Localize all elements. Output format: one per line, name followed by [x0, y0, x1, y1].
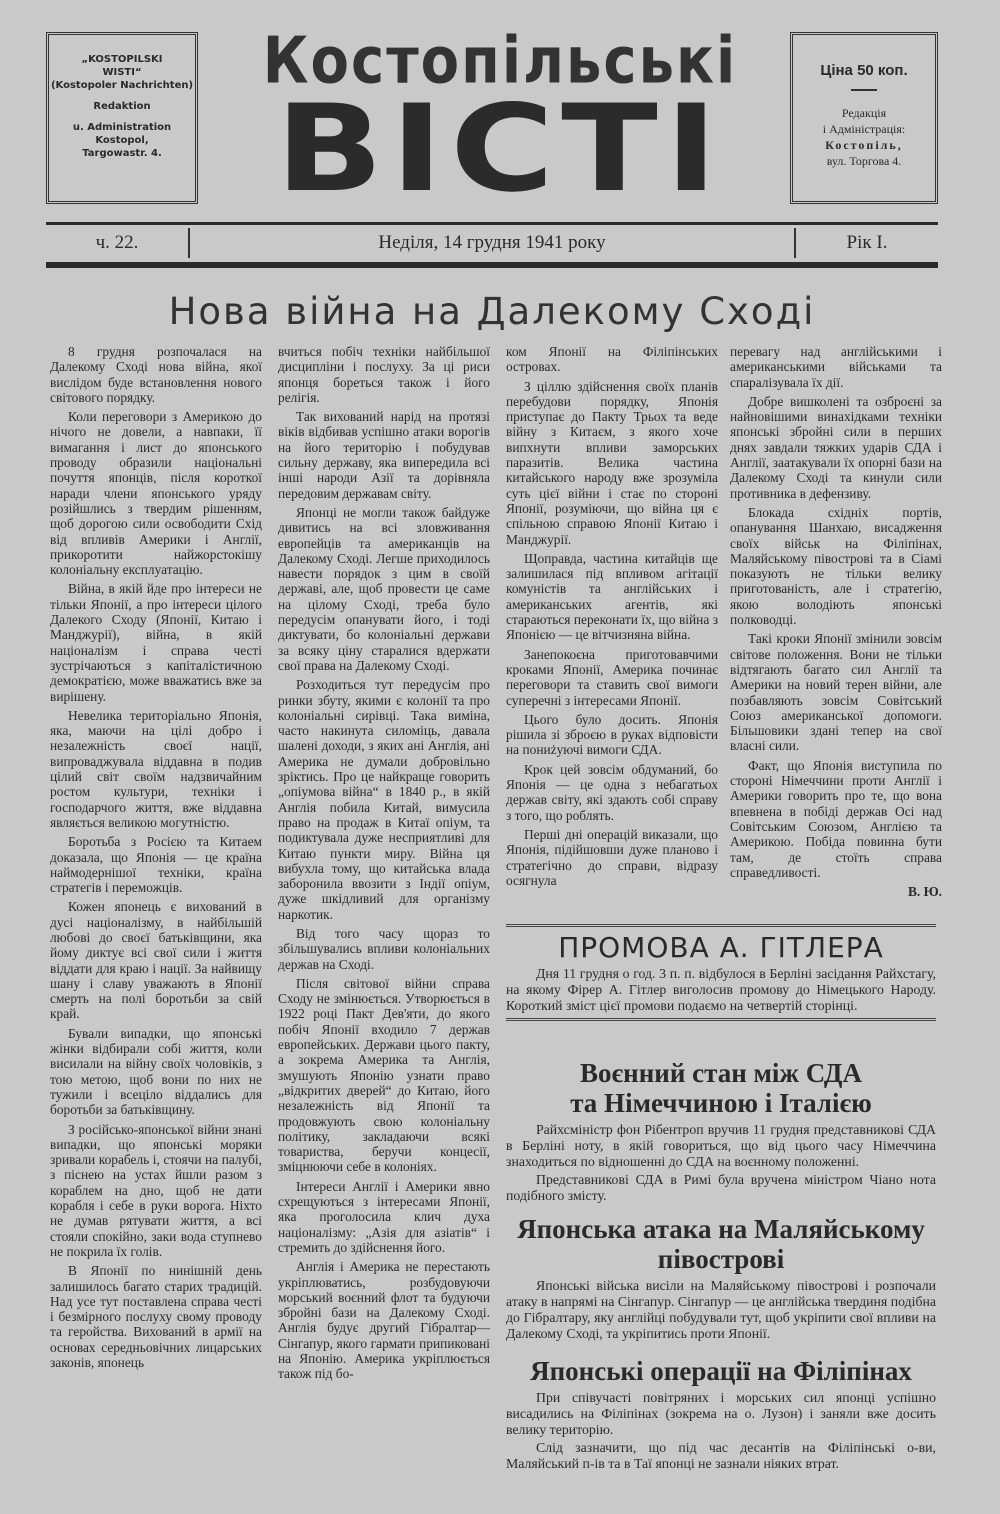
paragraph: Занепокоєна приготовавчими кроками Японії, Америка починає переговори та ставить свої вимоги суперечні з інтересами Японії. — [506, 646, 718, 708]
bottom-rule — [46, 262, 938, 268]
section-rule — [506, 1018, 936, 1021]
section-title: ПРОМОВА А. ГІТЛЕРА — [558, 931, 884, 964]
top-rule — [46, 222, 938, 225]
paragraph: Японці не могли також байдуже дивитись на всі зловживання европейців та американців на Далекому Сході. Легше приходилось навести порядок з цим в своїй державі, але, щоб провести це саме на цілому Сході, треба було передусім опанувати його, і тоді диктувати, бо колоніальні держави за всяку ціну старалися вдержати свої права на Далекому Сході. — [278, 504, 490, 673]
issue-date: Неділя, 14 грудня 1941 року — [378, 232, 606, 253]
paragraph: ком Японії на Філіпінських островах. — [506, 344, 718, 375]
war-state-section — [506, 1052, 936, 1206]
masthead-title-bottom: ВІСТІ — [275, 80, 725, 219]
section-body: Дня 11 грудня о год. 3 п. п. відбулося в Берліні засідання Райхстагу, на якому Фірер А. Гітлер виголосив промову до Німецького Народу. Короткий зміст цієї промови подаємо на четвертій сторінці. — [506, 966, 936, 1013]
article-column-1 — [50, 344, 262, 1374]
city-label-ua: Костопіль, — [825, 138, 903, 152]
administration-label: u. Administration — [72, 122, 172, 133]
paragraph: 8 грудня розпочалася на Далекому Сході нова війна, якої вислідом буде встановлення нового світового порядку. — [50, 344, 262, 405]
divider — [851, 89, 877, 91]
title-line: півострові — [657, 1244, 785, 1274]
malaya-attack-section — [506, 1208, 936, 1344]
dateline — [46, 226, 938, 260]
paragraph: Кожен японець є вихований в дусі націоналізму, в найбільшій любові до своєї батьківщини, яка йому диктує всі свої сили і життя віддати для краю і нації. За найвищу шану і славу уважають в Японії смерть на полі боротьби за свій край. — [50, 899, 262, 1022]
paragraph: Боротьба з Росією та Китаем доказала, що Японія — це країна наймодернішої техніки, країна стратегів і переможців. — [50, 834, 262, 896]
paragraph: Англія і Америка не перестають укріплюватись, розбудовуючи морський воєнний флот та будуючи збройні бази на Далекому Сході. Англія будує другий Гібралтар—Сінгапур, якого гармати припиковані на Японію. Америка укріплюється також під бо- — [278, 1259, 490, 1382]
paragraph: Невелика територіально Японія, яка, маючи на цілі добро і незалежність своєї нації, випроваджувала віддавна в подив цілий світ своїм надзвичайним ростом культури, техніки і господарчого життя, вже віддавна являється великою могутністю. — [50, 707, 262, 830]
issue-number: ч. 22. — [46, 228, 190, 258]
paragraph: В Японії по нинішній день залишилось багато старих традицій. Над усе тут поставлена справа честі і безмірного послуху свому проводу та геройства. Вихований в армії на основах середньовічних лицарських законів, японець — [50, 1263, 262, 1370]
street-label: Targowastr. 4. — [82, 148, 162, 159]
section-body: Японські війська висіли на Маляйському півострові і розпочали атаку в напрямі на Сінгапур. Сінгапур — це англійська твердиня подібна до Гібралтару, яку англійці побудували тут, щоб укріпити свої впливи на Далекому Сході, та укріпитись проти Японії. — [506, 1278, 936, 1341]
title-line: Воєнний стан між СДА — [580, 1058, 862, 1088]
paragraph: Бували випадки, що японські жінки відбирали собі життя, коли висилали на війну своїх чоловіків, з тою метою, щоб вони по них не тужили і всеціло віддались для боротьби за батьківщину. — [50, 1025, 262, 1118]
title-line: та Німеччиною і Італією — [570, 1088, 872, 1118]
paragraph: З ціллю здійснення своїх планів перебудови порядку, Японія приступає до Пакту Трьох та веде війну з Китаєм, з якого хоче випхнути впливи заморських паразитів. Велика частина китайського народу вже зрозуміла суть цієї війни і стає по стороні Японії, розуміючи, що війна ця є спільною справою Японії Китаю і Манджурії. — [506, 378, 718, 547]
article-column-3 — [506, 344, 718, 892]
issue-year: Рік I. — [794, 228, 938, 258]
section-title: Японські операції на Філіпінах — [530, 1356, 912, 1386]
latin-name-2: WISTI“ — [102, 67, 142, 78]
paragraph: Щоправда, частина китайців ще залишилася під впливом агітації комуністів та англійських і американських агентів, які стараються переконати їх, що війна з Японією — це вітчизняна війна. — [506, 550, 718, 643]
paragraph: Блокада східніх портів, опанування Шанхаю, висадження своїх військ на Філіпінах, Маляйському півострові та в Сіамі показують не тільки велику приготованість, але і стратегію, якою володіють японські полководці. — [730, 504, 942, 628]
section-title — [506, 1058, 936, 1118]
article-column-4 — [730, 344, 942, 899]
paragraph: Такі кроки Японії змінили зовсім світове положення. Вони не тільки відтягають багато сил Англії та Америки на новий терен війни, але позбавляють зовсім Совітський Союз американської допомоги. Більшовики здані тепер на свої власні сили. — [730, 631, 942, 754]
price-label: Ціна 50 коп. — [820, 62, 908, 79]
article-column-2 — [278, 344, 490, 1386]
paragraph: Добре вишколені та озброєні за найновішими винахідками техніки японські збройні сили в перших днях завдали тяжких ударів СДА і Англії, заатакували їх опорні бази на Далекому Сході та кинули сили противника в дефензиву. — [730, 393, 942, 501]
paragraph: Крок цей зовсім обдуманий, бо Японія — це одна з небагатьох держав світу, які здають собі справу з того, що роблять. — [506, 761, 718, 823]
paragraph: Розходиться тут передусім про ринки збуту, якими є колонії та про колоніальні сирівці. Така виміна, часто накинута силоміць, давала шалені доходи, з яких ані Англія, ані Америка не думали добровільно зріктись. Про це найкраще говорить „опіумова війна“ в 1840 р., в якій Англія побила Китай, вимусила право на продаж в Китаї опіум, та подиктувала дуже несприятливі для Китаю пункти миру. Війна ця вибухла тому, що китайська влада заборонила ввозити з Індії опіум, дуже шкідливий для організму наркотик. — [278, 677, 490, 922]
masthead-right-box — [790, 32, 938, 204]
paragraph: вчиться побіч техніки найбільшої дисципліни і послуху. За ці риси японця бореться також і його релігія. — [278, 344, 490, 405]
paragraph: Так вихований нарід на протязі віків відбивав успішно атаки ворогів на його територію і побудував сильну державу, яка випередила всі інші народи Азії та дорівняла передовим державам світу. — [278, 409, 490, 501]
paragraph: Інтереси Англії і Америки явно схрещуються з інтересами Японії, яка проголосила клич духа націоналізму: „Азія для азіатів“ і стремить до здійснення його. — [278, 1178, 490, 1255]
section-body: Райхсміністр фон Рібентроп вручив 11 грудня представникові СДА в Берліні ноту, в якій говориться, що від цього часу Німеччина знаходиться по відношенні до СДА на воєнному положенні. — [506, 1122, 936, 1169]
city-label: Kostopol, — [95, 135, 149, 146]
section-rule — [506, 924, 936, 927]
paragraph: Цього було досить. Японія рішила зі зброєю в руках відповісти на пониżуючі вимоги СДА. — [506, 711, 718, 758]
section-title — [506, 1214, 936, 1274]
paragraph: Після світової війни справа Сходу не змінюється. Утворюється в 1922 році Пакт Дев'яти, до якого побіч Японії входило 7 держав европейських. Держави цього пакту, а зокрема Америка та Англія, змушують Японію узнати право „відкритих дверей“ до Китаю, його незалежність від Японії та продовжують свою колоніальну політику, закладаючи всякі товариства, беручи концесії, зміцнюючи себе в колоніях. — [278, 975, 490, 1175]
paragraph: Факт, що Японія виступила по стороні Німеччини проти Англії і Америки говорить про те, що вона впевнена в побіді держав Осі над Совітським Союзом, Англією та Америкою. Побіда повинна бути там, де стоїть справа справедливості. — [730, 757, 942, 880]
redaktion-label: Redaktion — [93, 101, 151, 112]
paragraph: Війна, в якій йде про інтереси не тільки Японії, а про інтереси цілого Далекого Сходу (Японії, Китаю і Манджурії), війна, в якій націоналізм і справа честі зустрічаються з капіталістичною демократією, може вважатись вже за вирішену. — [50, 581, 262, 704]
german-name: (Kostopoler Nachrichten) — [50, 80, 194, 91]
paragraph: З російсько-японської війни знані випадки, що японські моряки зривали корабель і, стоячи на палубі, з піснею на устах йшли разом з кораблем на дно, щоб не дати корабля і себе в руки ворога. Ніхто не думав рятувати життя, а всі стояли спокійно, заки вода ступнево не покрила їх голів. — [50, 1121, 262, 1259]
paragraph: Від того часу щораз то збільшувались впливи колоніальних держав на Сході. — [278, 925, 490, 972]
section-body: При співучасті повітряних і морських сил японці успішно висадились на Філіпінах (зокрема на о. Лузон) і заняли вже досить велику територію. — [506, 1390, 936, 1437]
paragraph: перевагу над англійськими і американськими військами та спаралізувала їх дії. — [730, 344, 942, 390]
author-signature: В. Ю. — [907, 884, 942, 900]
philippines-section — [506, 1350, 936, 1474]
title-line: Японська атака на Маляйському — [517, 1214, 925, 1244]
editorial-label: Редакція — [841, 106, 887, 120]
section-body: Слід зазначити, що під час десантів на Філіпінські о-ви, Маляйський п-ів та в Таї японці не зазнали ніяких втрат. — [506, 1440, 936, 1471]
paragraph: Коли переговори з Америкою до нічого не довели, а навпаки, її вимагання і лист до японського проводу образили національні почуття японців, після короткої наради члени японського уряду розійшлись з твердим рішенням, щоб дорогою сили освободити Схід від впливів Америки і Англії, прикоротити найжорстокішу колоніальну експлуатацію. — [50, 409, 262, 578]
hitler-speech-section — [506, 924, 936, 1021]
administration-label-ua: і Адміністрація: — [822, 122, 906, 136]
latin-name-1: „KOSTOPILSKI — [81, 54, 163, 65]
section-body: Представникові СДА в Римі була вручена міністром Чіано нота подібного змісту. — [506, 1172, 936, 1203]
street-label-ua: вул. Торгова 4. — [826, 154, 902, 168]
main-headline: Нова війна на Далекому Сході — [168, 290, 816, 333]
paragraph: Перші дні операцій виказали, що Японія, підійшовши дуже планово і стратегічно до справи, відразу осягнула — [506, 826, 718, 888]
masthead-title-top: Костопільські — [262, 24, 738, 99]
